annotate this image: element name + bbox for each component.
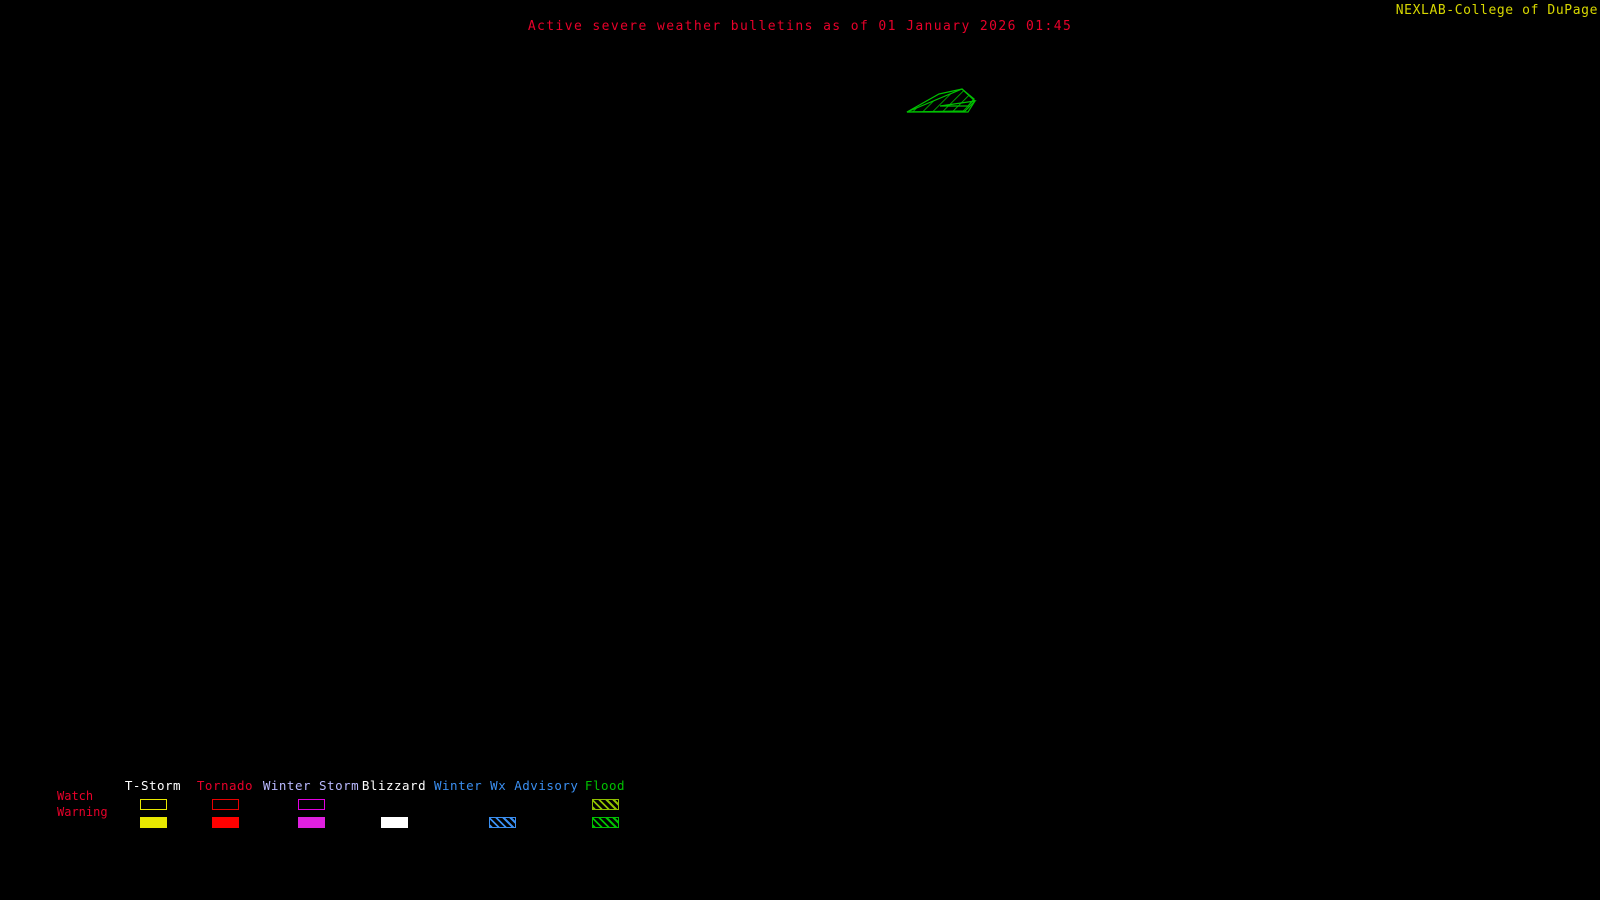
- legend-swatch-tornado-watch: [190, 795, 260, 811]
- legend-label-winter-wx-advisory: Winter Wx Advisory: [434, 778, 579, 793]
- legend-row-labels: [57, 788, 127, 820]
- legend-column-tstorm: [118, 778, 188, 829]
- legend-swatch-blizzard-warning: [358, 813, 430, 829]
- legend-label-blizzard: Blizzard: [361, 778, 427, 793]
- legend-column-flood: [575, 778, 635, 829]
- flood-watch-polygon: [907, 89, 975, 112]
- legend-swatch-flood-watch: [575, 795, 635, 811]
- legend-swatch-winter-storm-watch: [258, 795, 364, 811]
- legend-row-label-watch: Watch: [57, 789, 94, 803]
- legend-swatch-tstorm-warning: [118, 813, 188, 829]
- legend-swatch-winter-wx-advisory-watch: [434, 795, 570, 811]
- legend-swatch-blizzard-watch: [358, 795, 430, 811]
- legend-row-label-warning: Warning: [57, 805, 108, 819]
- legend-swatch-winter-storm-warning: [258, 813, 364, 829]
- legend-swatch-winter-wx-advisory-warning: [434, 813, 570, 829]
- legend-column-blizzard: [358, 778, 430, 829]
- legend-label-flood: Flood: [584, 778, 626, 793]
- legend-column-winter-storm: [258, 778, 364, 829]
- map-display-area[interactable]: [0, 44, 1600, 774]
- legend-label-tstorm: T-Storm: [124, 778, 182, 793]
- legend-column-winter-wx-advisory: [434, 778, 579, 829]
- branding-label: NEXLAB-College of DuPage: [1395, 3, 1598, 18]
- legend-swatch-flood-warning: [575, 813, 635, 829]
- map-overlay-svg: [0, 44, 1600, 774]
- legend-column-tornado: [190, 778, 260, 829]
- legend: [0, 778, 1600, 848]
- legend-swatch-tstorm-watch: [118, 795, 188, 811]
- page-title: Active severe weather bulletins as of 01 January 2026 01:45: [527, 19, 1073, 34]
- legend-label-tornado: Tornado: [196, 778, 254, 793]
- legend-label-winter-storm: Winter Storm: [262, 778, 360, 793]
- legend-swatch-tornado-warning: [190, 813, 260, 829]
